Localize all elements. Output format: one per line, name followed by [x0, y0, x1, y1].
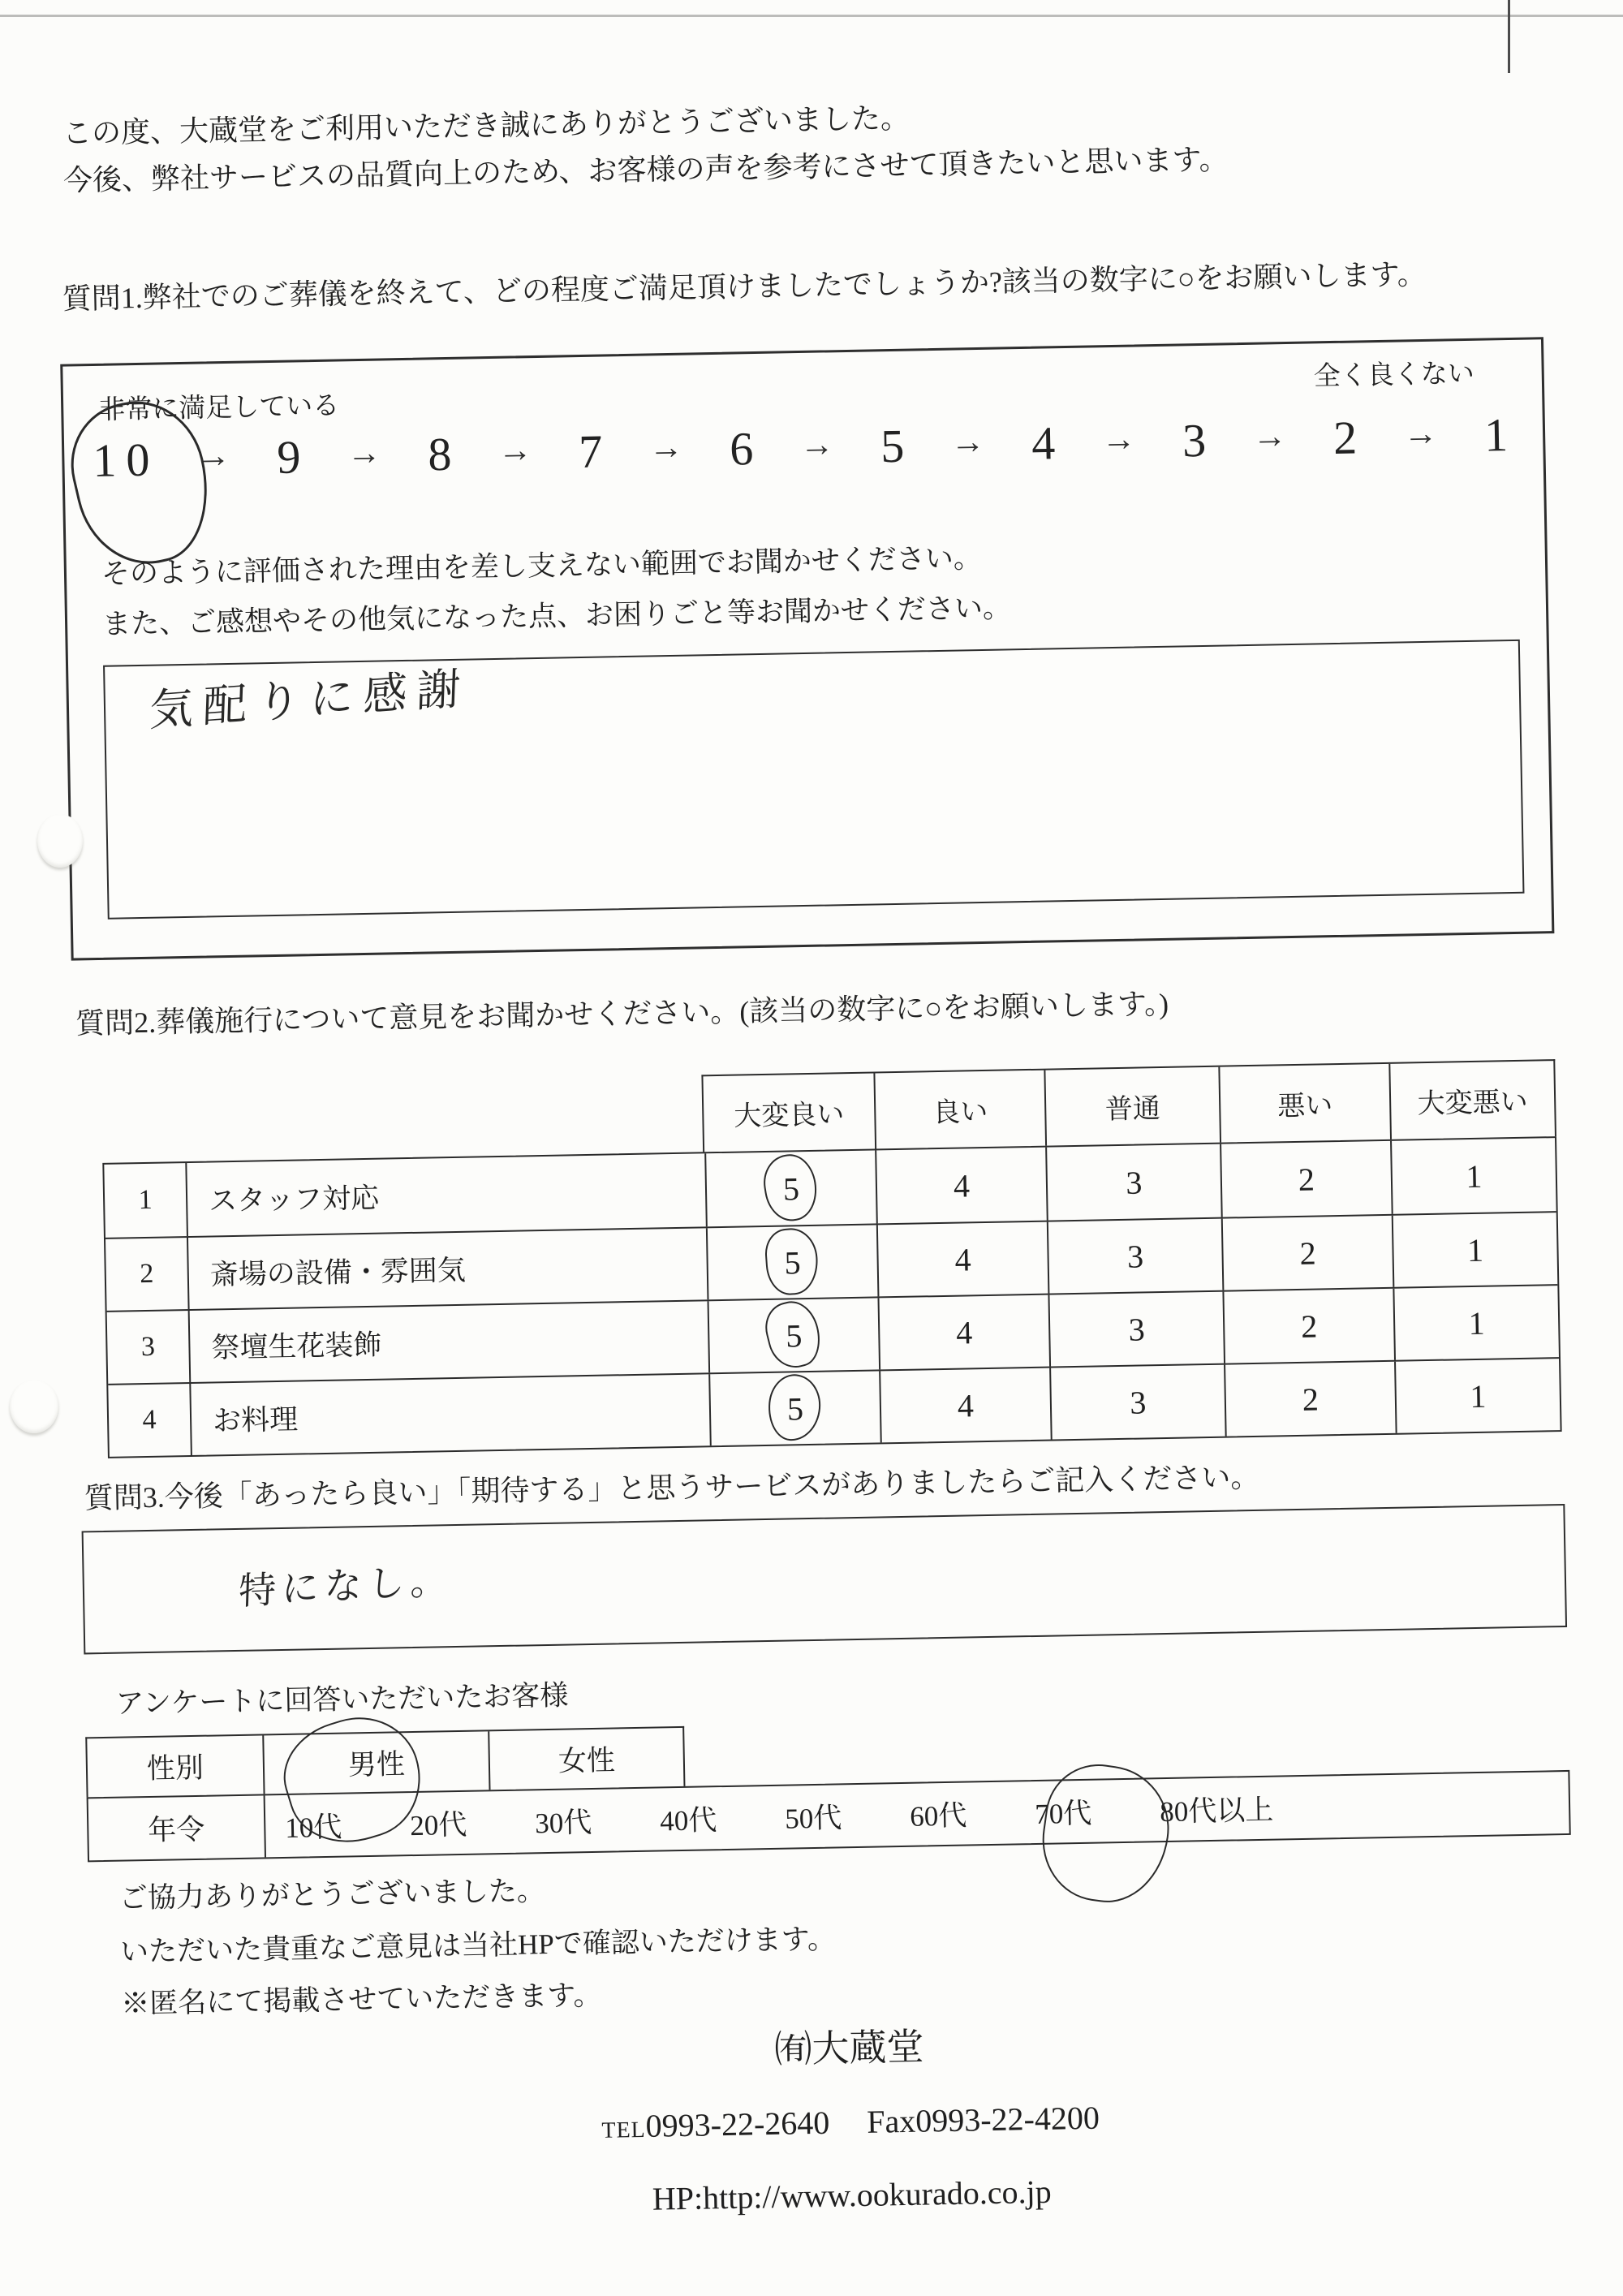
- scale-number: 4: [1031, 416, 1056, 470]
- scale-number: 1: [1483, 408, 1509, 462]
- q1-prompt-1: そのように評価された理由を差し支えない範囲でお聞かせください。: [101, 541, 983, 590]
- rating-value: 2: [1300, 1307, 1318, 1345]
- q2-rating-cell: [1222, 1289, 1394, 1363]
- row-label: スタッフ対応: [185, 1153, 706, 1236]
- q2-row1-selected-circle: [760, 1151, 821, 1225]
- age-option-50s: 50代: [784, 1802, 842, 1835]
- scale-number: 2: [1332, 411, 1358, 464]
- q3-handwritten-answer: 特になし。: [238, 1559, 454, 1613]
- rating-value: 3: [1126, 1163, 1143, 1201]
- hp-label: HP:: [652, 2179, 704, 2217]
- age-option-80s-plus: 80代以上: [1159, 1794, 1274, 1829]
- row-number: 3: [140, 1331, 156, 1363]
- q2-rating-cell: [1047, 1219, 1223, 1294]
- rating-value: 4: [954, 1240, 972, 1278]
- gender-label: 性別: [146, 1751, 204, 1786]
- q2-col-header-excellent: 大変良い: [734, 1100, 845, 1132]
- arrow-icon: →: [497, 432, 533, 470]
- age-option-10s: 10代: [284, 1811, 342, 1844]
- q1-scale-option-7: [578, 424, 603, 479]
- intro-line-2: 今後、弊社サービスの品質向上のため、お客様の声を参考にさせて頂きたいと思います。: [62, 143, 1229, 197]
- fax-label: Fax: [866, 2102, 916, 2140]
- row-number: 2: [139, 1258, 154, 1290]
- age-option-40s: 40代: [659, 1804, 717, 1837]
- rating-value: 5: [784, 1243, 802, 1282]
- rating-value: 5: [782, 1170, 800, 1208]
- q2-heading: 質問2.葬儀施行について意見をお聞かせください。(該当の数字に○をお願いします。): [75, 987, 1169, 1040]
- q1-scale-option-1: [1483, 408, 1509, 462]
- scan-edge-line: [0, 15, 1623, 17]
- q1-scale-option-5: [880, 419, 905, 473]
- row-label: お料理: [189, 1374, 710, 1455]
- gender-option-female: 女性: [488, 1728, 683, 1790]
- q2-rating-cell: [708, 1371, 880, 1445]
- q1-scale-left-label: 非常に満足している: [97, 391, 340, 425]
- scale-number: 5: [880, 419, 905, 473]
- arrow-icon: →: [1101, 420, 1137, 459]
- q2-rating-cell: [1048, 1292, 1224, 1367]
- rating-value: 3: [1128, 1310, 1146, 1348]
- scale-number: 3: [1182, 413, 1207, 467]
- q1-scale-option-6: [729, 422, 754, 476]
- age-option-60s: 60代: [909, 1799, 967, 1833]
- q2-col-header-bad: 悪い: [1218, 1064, 1390, 1143]
- age-option-20s: 20代: [409, 1808, 467, 1842]
- arrow-icon: →: [196, 437, 231, 476]
- age-label: 年令: [147, 1813, 205, 1847]
- q2-rating-cell: [1224, 1362, 1396, 1437]
- closing-line-3: ※匿名にて掲載させていただきます。: [120, 1979, 602, 2020]
- rating-value: 2: [1298, 1161, 1315, 1198]
- scale-number: 6: [729, 422, 754, 476]
- punch-hole-artifact: [37, 814, 83, 868]
- age-option-70s: 70代: [1034, 1797, 1092, 1831]
- q2-col-header-very-bad: 大変悪い: [1388, 1061, 1555, 1139]
- q2-rating-cell: [1394, 1359, 1561, 1433]
- q2-rating-cell: [704, 1150, 876, 1226]
- q2-rating-cell: [1049, 1365, 1225, 1440]
- scale-number: 10: [92, 433, 161, 487]
- rating-value: 3: [1126, 1237, 1144, 1275]
- q2-rating-cell: [1392, 1213, 1558, 1287]
- q1-scale-option-4: [1031, 416, 1056, 470]
- row-number: 4: [142, 1404, 157, 1436]
- age-option-30s: 30代: [534, 1807, 592, 1840]
- arrow-icon: →: [1403, 415, 1439, 454]
- rating-value: 4: [955, 1313, 973, 1351]
- footer-website-line: [40, 2161, 1623, 2229]
- footer-company-name: ㈲大蔵堂: [773, 2026, 924, 2070]
- q2-rating-cell: [875, 1148, 1047, 1224]
- q1-scale-option-2: [1332, 411, 1358, 464]
- q2-col-header-good: 良い: [873, 1070, 1045, 1149]
- arrow-icon: →: [950, 423, 986, 462]
- row-label: 斎場の設備・雰囲気: [187, 1228, 708, 1309]
- q2-rating-cell: [1393, 1286, 1559, 1360]
- rating-value: 1: [1468, 1304, 1486, 1342]
- q1-scale-option-9: [276, 430, 301, 484]
- arrow-icon: →: [648, 429, 684, 467]
- closing-line-2: いただいた貴重なご意見は当社HPで確認いただけます。: [119, 1923, 837, 1968]
- q1-prompt-2: また、ご感想やその他気になった点、お困りごと等お聞かせください。: [101, 592, 1012, 640]
- q1-scale-option-3: [1182, 413, 1207, 467]
- scale-number: 8: [427, 427, 452, 481]
- q2-rating-cell: [879, 1368, 1051, 1443]
- rating-value: 4: [957, 1386, 975, 1424]
- q2-row2-selected-circle: [764, 1226, 820, 1296]
- respondent-heading: アンケートに回答いただいたお客様: [115, 1679, 569, 1720]
- q2-rating-cell: [1045, 1144, 1221, 1221]
- q1-scale-right-label: 全く良くない: [1313, 359, 1475, 392]
- tel-label: TEL: [601, 2117, 647, 2143]
- q2-rating-cell: [1221, 1216, 1393, 1290]
- q2-row4-selected-circle: [766, 1372, 824, 1443]
- scale-number: 7: [578, 424, 603, 479]
- arrow-icon: →: [1252, 418, 1288, 456]
- tel-number: 0993-22-2640: [645, 2104, 830, 2144]
- q2-rating-cell: [876, 1222, 1048, 1297]
- row-label: 祭壇生花装飾: [188, 1301, 709, 1382]
- q2-rating-table: [102, 1136, 1561, 1458]
- gender-option-male: 男性: [262, 1731, 489, 1794]
- q2-rating-cell: [1390, 1138, 1556, 1214]
- q2-rating-cell: [877, 1295, 1049, 1370]
- q2-rating-cell: [708, 1298, 880, 1372]
- rating-value: 1: [1469, 1377, 1487, 1415]
- q2-col-header-average: 普通: [1044, 1067, 1220, 1146]
- q2-rating-cell: [1220, 1141, 1392, 1217]
- rating-value: 2: [1299, 1234, 1316, 1272]
- scale-number: 9: [276, 430, 301, 484]
- rating-value: 2: [1302, 1381, 1319, 1418]
- intro-line-1: この度、大蔵堂をご利用いただき誠にありがとうございました。: [62, 101, 911, 150]
- arrow-icon: →: [799, 426, 835, 465]
- q1-scale-option-8: [427, 427, 452, 481]
- q1-handwritten-comment: 気配りに感謝: [149, 664, 471, 736]
- hp-url: http://www.ookurado.co.jp: [702, 2173, 1053, 2216]
- closing-line-1: ご協力ありがとうございました。: [118, 1875, 546, 1915]
- q3-heading: 質問3.今後「あったら良い」「期待する」と思うサービスがありましたらご記入ください。: [84, 1460, 1260, 1515]
- footer-contact-line: [39, 2088, 1623, 2156]
- q1-scale-option-10: [92, 433, 161, 487]
- rating-value: 1: [1466, 1231, 1484, 1269]
- rating-value: 3: [1129, 1383, 1147, 1421]
- arrow-icon: →: [347, 434, 382, 473]
- q2-rating-cell: [706, 1225, 878, 1299]
- q1-heading: 質問1.弊社でのご葬儀を終えて、どの程度ご満足頂けましたでしょうか?該当の数字に○をお願いします。: [62, 257, 1427, 316]
- rating-value: 4: [953, 1166, 971, 1204]
- fax-number: 0993-22-4200: [915, 2099, 1100, 2139]
- punch-hole-artifact: [10, 1380, 58, 1433]
- rating-value: 1: [1465, 1157, 1483, 1195]
- row-number: 1: [138, 1184, 153, 1216]
- scan-corner-line: [1508, 0, 1510, 73]
- rating-value: 5: [785, 1316, 803, 1355]
- rating-value: 5: [786, 1389, 804, 1428]
- q2-row3-selected-circle: [760, 1296, 826, 1373]
